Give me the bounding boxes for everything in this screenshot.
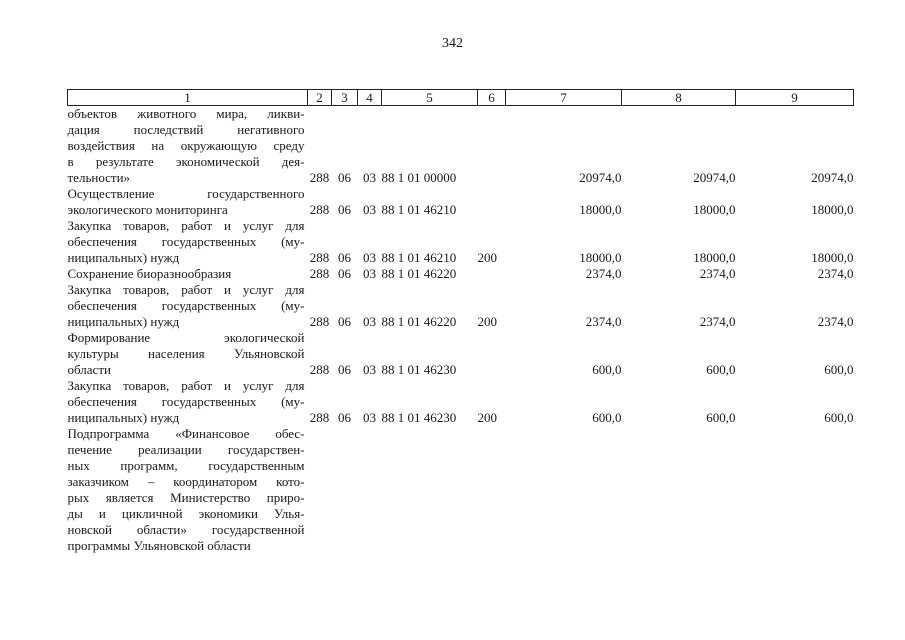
description-line: в результате экономической дея- — [67, 154, 305, 169]
cell-col-2 — [308, 426, 332, 554]
cell-col-6 — [478, 186, 506, 218]
page-number: 342 — [442, 36, 463, 51]
row-description — [68, 186, 308, 218]
cell-col-9: 18000,0 — [811, 202, 854, 217]
cell-col-7: 2374,0 — [585, 314, 622, 329]
row-description — [68, 282, 308, 330]
cell-col-6 — [478, 426, 506, 554]
cell-col-8: 600,0 — [706, 362, 736, 377]
cell-col-5: 88 1 01 46210 — [381, 202, 457, 217]
cell-col-8: 18000,0 — [693, 250, 736, 265]
header-cell-4: 4 — [358, 90, 382, 106]
cell-col-5: 88 1 01 46210 — [381, 250, 457, 265]
header-cell-1: 1 — [68, 90, 308, 106]
cell-col-2: 288 — [309, 170, 330, 185]
cell-col-3: 06 — [338, 266, 351, 281]
cell-col-4: 03 — [363, 314, 376, 329]
description-line: обеспечения государственных (му- — [67, 394, 305, 409]
description-line: печение реализации государствен- — [67, 442, 305, 457]
cell-col-7 — [506, 426, 622, 554]
table-row — [68, 266, 854, 282]
description-line: объектов животного мира, ликви- — [67, 106, 305, 121]
cell-col-8: 20974,0 — [693, 170, 736, 185]
cell-col-5: 88 1 01 46220 — [381, 266, 457, 281]
cell-col-8: 18000,0 — [693, 202, 736, 217]
cell-col-8: 600,0 — [706, 410, 736, 425]
cell-col-9: 2374,0 — [817, 314, 854, 329]
cell-col-2: 288 — [309, 250, 330, 265]
cell-col-8 — [622, 426, 736, 554]
description-line: заказчиком – координатором кото- — [67, 474, 305, 489]
cell-col-4: 03 — [363, 202, 376, 217]
cell-col-7: 20974,0 — [579, 170, 622, 185]
table-row — [68, 106, 854, 187]
cell-col-3 — [332, 426, 358, 554]
cell-col-3: 06 — [338, 170, 351, 185]
description-line: программы Ульяновской области — [67, 538, 251, 553]
cell-col-7: 600,0 — [592, 362, 622, 377]
header-cell-8: 8 — [622, 90, 736, 106]
description-line: ниципальных) нужд — [67, 314, 180, 329]
cell-col-4: 03 — [363, 410, 376, 425]
row-description — [68, 218, 308, 266]
cell-col-2: 288 — [309, 202, 330, 217]
header-cell-6: 6 — [478, 90, 506, 106]
description-line: экологического мониторинга — [67, 202, 228, 217]
cell-col-2: 288 — [309, 314, 330, 329]
description-line: ниципальных) нужд — [67, 410, 180, 425]
cell-col-9: 600,0 — [824, 362, 854, 377]
table-row — [68, 378, 854, 426]
cell-col-4: 03 — [363, 362, 376, 377]
cell-col-3: 06 — [338, 362, 351, 377]
header-cell-3: 3 — [332, 90, 358, 106]
cell-col-2: 288 — [309, 410, 330, 425]
table-body — [68, 106, 854, 555]
table-row — [68, 330, 854, 378]
cell-col-5: 88 1 01 00000 — [381, 170, 457, 185]
cell-col-8: 2374,0 — [699, 314, 736, 329]
header-cell-7: 7 — [506, 90, 622, 106]
description-line: ниципальных) нужд — [67, 250, 180, 265]
cell-col-3: 06 — [338, 314, 351, 329]
cell-col-6: 200 — [477, 410, 497, 425]
table-row — [68, 426, 854, 554]
header-row — [68, 90, 854, 106]
description-line: области — [67, 362, 111, 377]
description-line: Закупка товаров, работ и услуг для — [67, 218, 305, 233]
row-description — [68, 266, 308, 282]
row-description — [68, 330, 308, 378]
cell-col-6 — [478, 106, 506, 187]
cell-col-3: 06 — [338, 250, 351, 265]
description-line: Подпрограмма «Финансовое обес- — [67, 426, 305, 441]
description-line: культуры населения Ульяновской — [67, 346, 305, 361]
description-line: Закупка товаров, работ и услуг для — [67, 282, 305, 297]
cell-col-7: 600,0 — [592, 410, 622, 425]
cell-col-5: 88 1 01 46220 — [381, 314, 457, 329]
cell-col-7: 18000,0 — [579, 202, 622, 217]
budget-table — [67, 89, 854, 554]
row-description — [68, 378, 308, 426]
header-cell-5: 5 — [382, 90, 478, 106]
cell-col-7: 18000,0 — [579, 250, 622, 265]
cell-col-4 — [358, 426, 382, 554]
description-line: Осуществление государственного — [67, 186, 305, 201]
cell-col-6: 200 — [477, 250, 497, 265]
cell-col-5: 88 1 01 46230 — [381, 362, 457, 377]
cell-col-4: 03 — [363, 170, 376, 185]
cell-col-6 — [478, 266, 506, 282]
cell-col-4: 03 — [363, 266, 376, 281]
cell-col-7: 2374,0 — [585, 266, 622, 281]
cell-col-9: 18000,0 — [811, 250, 854, 265]
cell-col-6 — [478, 330, 506, 378]
description-line: тельности» — [67, 170, 131, 185]
description-line: воздействия на окружающую среду — [67, 138, 305, 153]
cell-col-2: 288 — [309, 362, 330, 377]
description-line: обеспечения государственных (му- — [67, 298, 305, 313]
cell-col-5: 88 1 01 46230 — [381, 410, 457, 425]
cell-col-9: 600,0 — [824, 410, 854, 425]
cell-col-8: 2374,0 — [699, 266, 736, 281]
cell-col-4: 03 — [363, 250, 376, 265]
description-line: рых является Министерство приро- — [67, 490, 305, 505]
cell-col-3: 06 — [338, 410, 351, 425]
table-row — [68, 282, 854, 330]
header-cell-2: 2 — [308, 90, 332, 106]
cell-col-9 — [736, 426, 854, 554]
description-line: ных программ, государственным — [67, 458, 305, 473]
description-line: новской области» государственной — [67, 522, 305, 537]
row-description — [68, 426, 308, 554]
description-line: дация последствий негативного — [67, 122, 305, 137]
cell-col-2: 288 — [309, 266, 330, 281]
cell-col-5 — [382, 426, 478, 554]
description-line: обеспечения государственных (му- — [67, 234, 305, 249]
table-row — [68, 186, 854, 218]
description-line: Закупка товаров, работ и услуг для — [67, 378, 305, 393]
description-line: Сохранение биоразнообразия — [67, 266, 232, 281]
table-row — [68, 218, 854, 266]
cell-col-6: 200 — [477, 314, 497, 329]
description-line: ды и цикличной экономики Улья- — [67, 506, 305, 521]
cell-col-3: 06 — [338, 202, 351, 217]
cell-col-9: 2374,0 — [817, 266, 854, 281]
row-description — [68, 106, 308, 187]
header-cell-9: 9 — [736, 90, 854, 106]
cell-col-9: 20974,0 — [811, 170, 854, 185]
description-line: Формирование экологической — [67, 330, 305, 345]
